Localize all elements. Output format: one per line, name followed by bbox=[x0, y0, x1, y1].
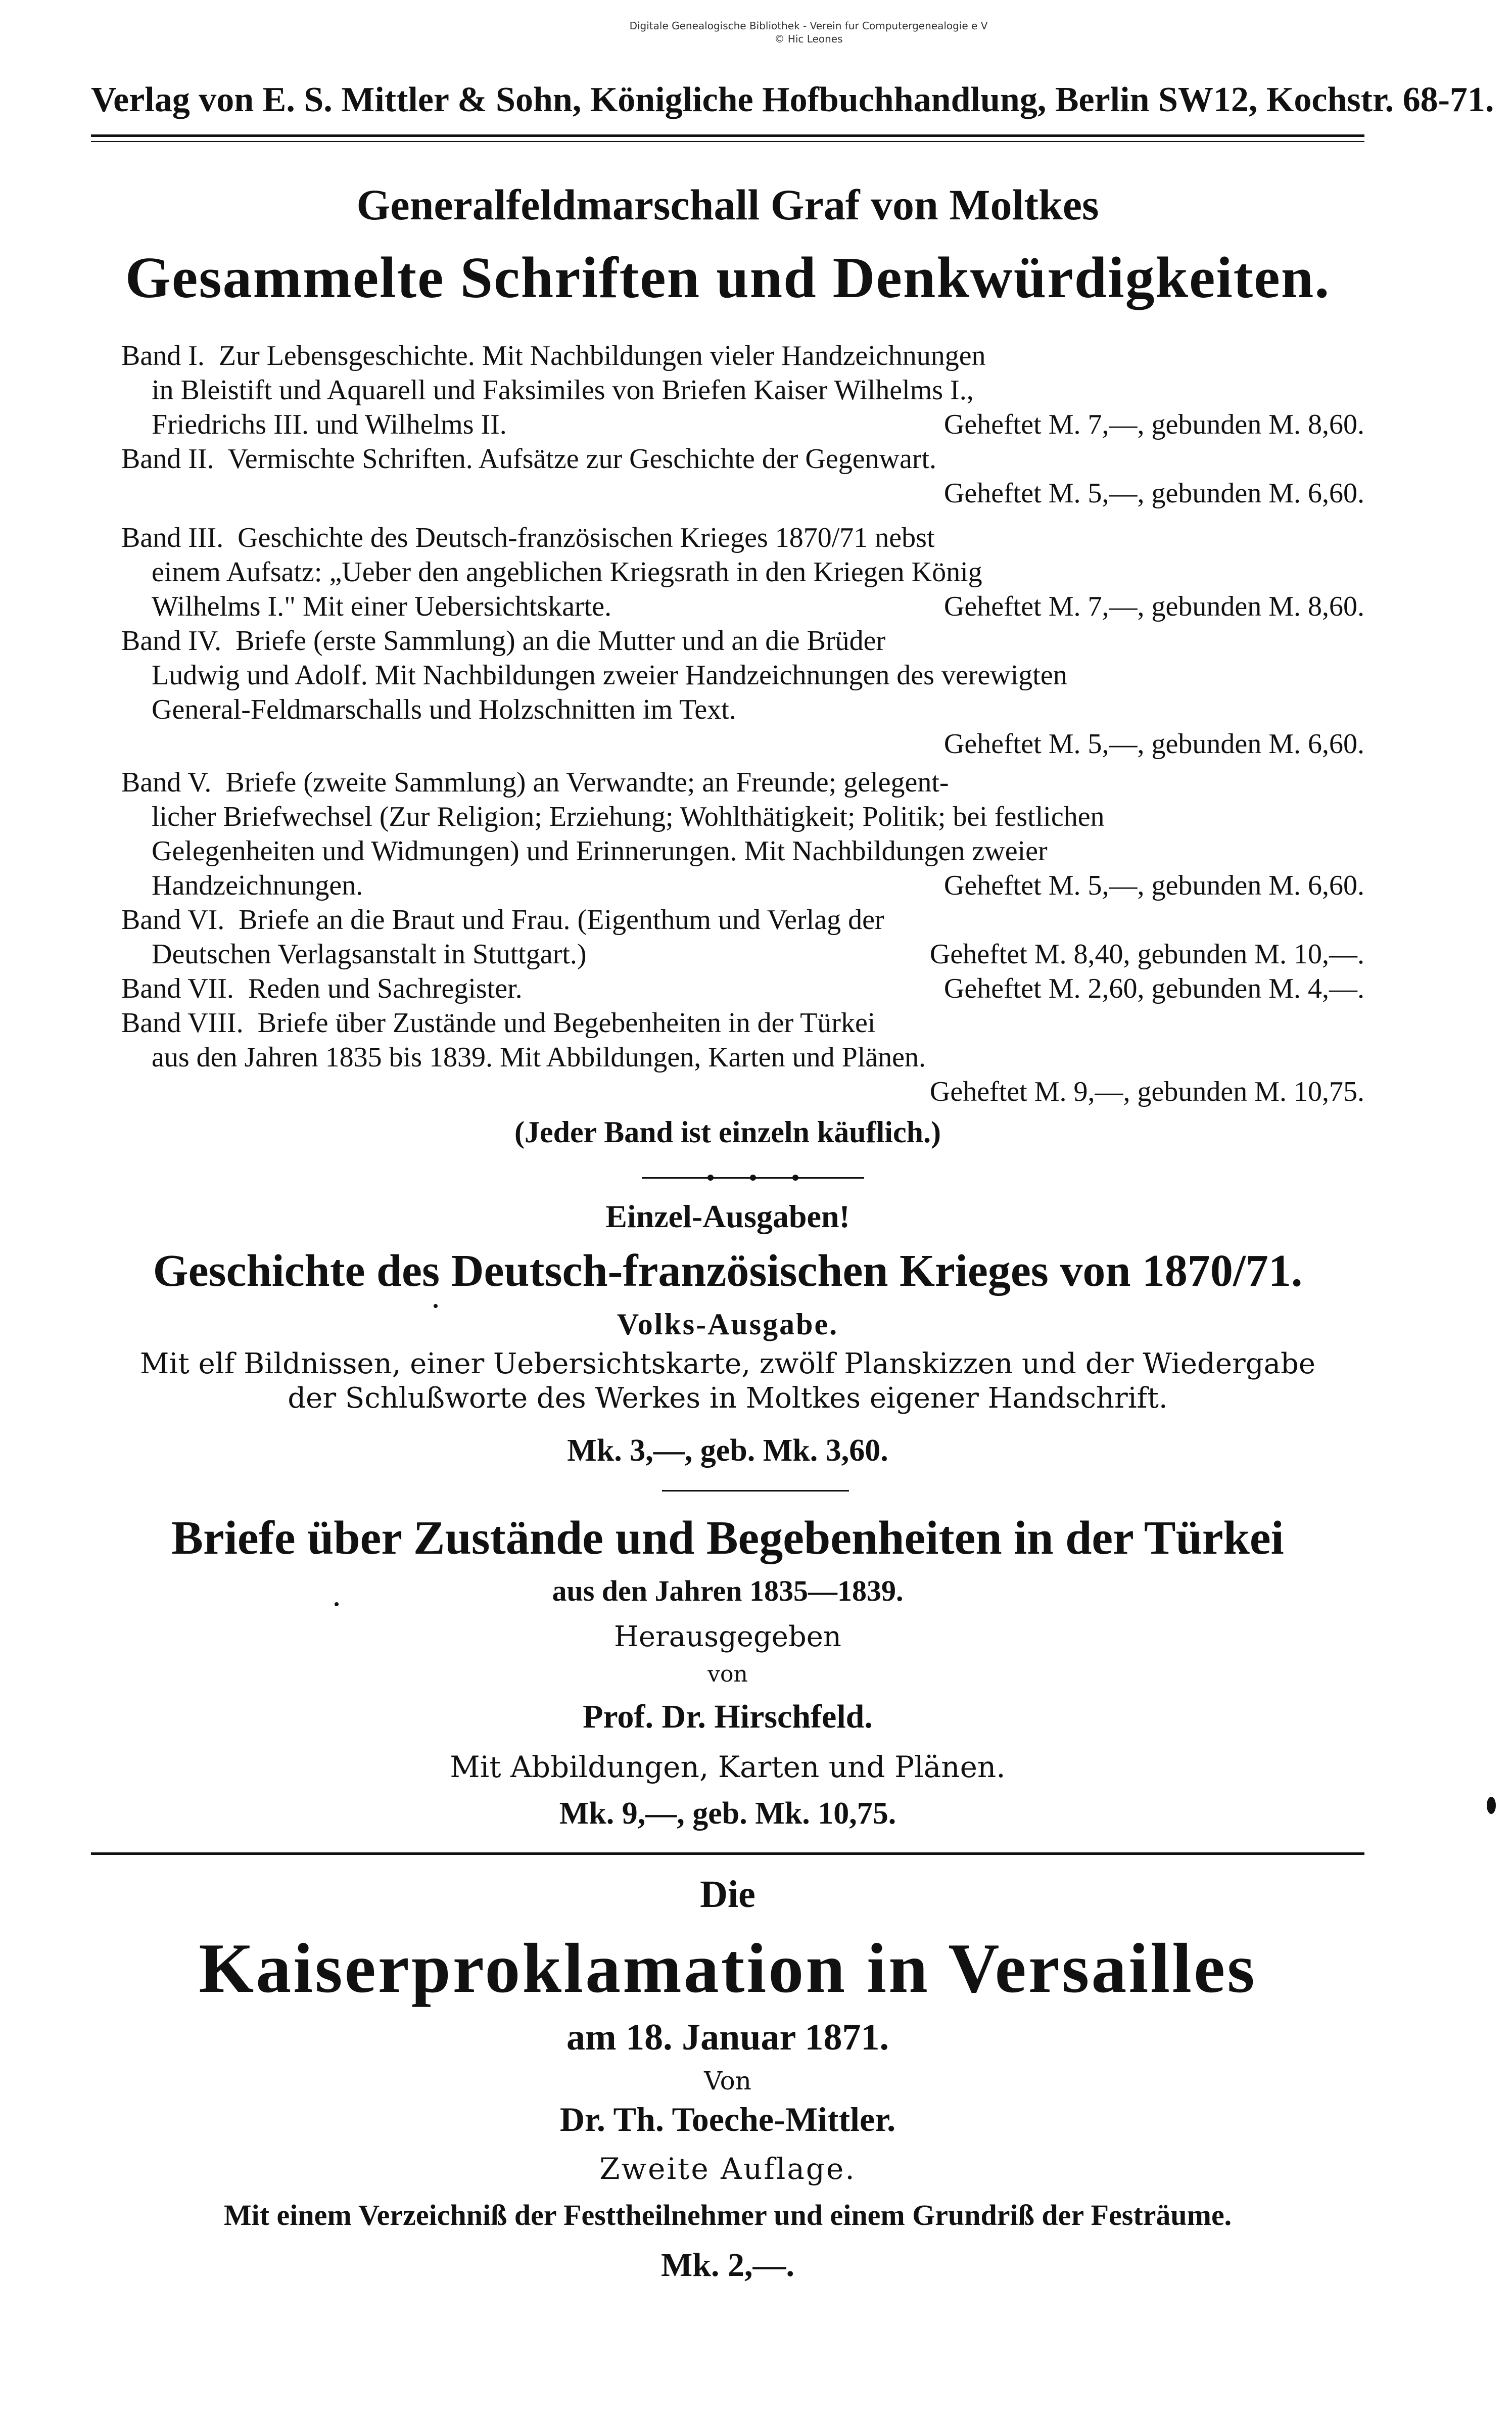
volume-2-price: Geheftet M. 5,—, gebunden M. 6,60. bbox=[943, 478, 1364, 509]
volume-4-line-1: Band IV. Briefe (erste Sammlung) an die Mutter und an die Brüder bbox=[121, 625, 886, 657]
volume-7-price: Geheftet M. 2,60, gebunden M. 4,—. bbox=[943, 973, 1364, 1004]
briefe-price: Mk. 9,—, geb. Mk. 10,75. bbox=[559, 1796, 896, 1831]
kaiser-author: Dr. Th. Toeche-Mittler. bbox=[559, 2100, 896, 2138]
ornament-dot bbox=[792, 1175, 798, 1181]
volume-3-line-3: Wilhelms I." Mit einer Uebersichtskarte. Geheftet M. 7,—, gebunden M. 8,60. bbox=[121, 589, 1364, 624]
section-rule-thick bbox=[91, 1852, 1364, 1855]
volume-5-line-3: Gelegenheiten und Widmungen) und Erinnerungen. Mit Nachbildungen zweier bbox=[152, 835, 1048, 867]
volume-3-label: Band III. bbox=[121, 522, 224, 553]
publisher-header: Verlag von E. S. Mittler & Sohn, Königliche Hofbuchhandlung, Berlin SW12, Kochstr. 68-71. bbox=[91, 80, 1494, 119]
briefe-author: Prof. Dr. Hirschfeld. bbox=[583, 1698, 873, 1735]
moltke-title-line-2: Gesammelte Schriften und Denkwürdigkeiten. bbox=[125, 246, 1331, 310]
volume-5-line-4: Handzeichnungen. Geheftet M. 5,—, gebunden M. 6,60. bbox=[121, 868, 1364, 903]
volume-8-price: Geheftet M. 9,—, gebunden M. 10,75. bbox=[929, 1076, 1364, 1107]
volume-1-label: Band I. bbox=[121, 340, 205, 371]
volume-2-line-1: Band II. Vermischte Schriften. Aufsätze zur Geschichte der Gegenwart. bbox=[121, 443, 937, 475]
watermark bbox=[556, 19, 1061, 45]
moltke-title-line-1: Generalfeldmarschall Graf von Moltkes bbox=[356, 180, 1099, 229]
print-mark bbox=[1487, 1797, 1496, 1814]
volume-8-line-1: Band VIII. Briefe über Zustände und Begebenheiten in der Türkei bbox=[121, 1007, 876, 1039]
volume-8-label: Band VIII. bbox=[121, 1007, 244, 1039]
krieg-title: Geschichte des Deutsch-französischen Krieges von 1870/71. bbox=[153, 1246, 1303, 1296]
volume-7-line-1: Band VII. Reden und Sachregister. Geheftet M. 2,60, gebunden M. 4,—. bbox=[121, 971, 1364, 1006]
volume-4-line-2: Ludwig und Adolf. Mit Nachbildungen zweier Handzeichnungen des verewigten bbox=[152, 660, 1067, 691]
watermark-line-2: © Hic Leones bbox=[774, 33, 843, 45]
volume-1-price: Geheftet M. 7,—, gebunden M. 8,60. bbox=[943, 409, 1364, 440]
volume-3-price: Geheftet M. 7,—, gebunden M. 8,60. bbox=[943, 591, 1364, 622]
volume-note: (Jeder Band ist einzeln käuflich.) bbox=[514, 1115, 941, 1149]
volume-6-line-1: Band VI. Briefe an die Braut und Frau. (Eigenthum und Verlag der bbox=[121, 904, 884, 936]
krieg-description-1: Mit elf Bildnissen, einer Uebersichtskarte, zwölf Planskizzen und der Wiedergabe bbox=[140, 1347, 1315, 1380]
volume-6-label: Band VI. bbox=[121, 904, 225, 936]
volume-4-price: Geheftet M. 5,—, gebunden M. 6,60. bbox=[943, 728, 1364, 760]
volume-8-line-2: aus den Jahren 1835 bis 1839. Mit Abbildungen, Karten und Plänen. bbox=[152, 1042, 926, 1073]
ornament-dot bbox=[707, 1175, 714, 1181]
header-rule-thick bbox=[91, 134, 1364, 137]
volume-1-line-3: Friedrichs III. und Wilhelms II. Geheftet M. 7,—, gebunden M. 8,60. bbox=[121, 407, 1364, 442]
volume-4-line-3: General-Feldmarschalls und Holzschnitten im Text. bbox=[152, 694, 736, 725]
kaiser-title: Kaiserproklamation in Versailles bbox=[199, 1929, 1257, 2008]
volume-5-price: Geheftet M. 5,—, gebunden M. 6,60. bbox=[943, 870, 1364, 901]
header-rule-thin bbox=[91, 141, 1364, 142]
briefe-title: Briefe über Zustände und Begebenheiten in der Türkei bbox=[171, 1512, 1284, 1564]
kaiser-von: Von bbox=[704, 2066, 751, 2095]
kaiser-description: Mit einem Verzeichniß der Festtheilnehmer und einem Grundriß der Festräume. bbox=[223, 2199, 1232, 2231]
briefe-years: aus den Jahren 1835—1839. bbox=[552, 1574, 904, 1607]
volume-4-label: Band IV. bbox=[121, 625, 222, 657]
krieg-description-2: der Schlußworte des Werkes in Moltkes eigener Handschrift. bbox=[288, 1382, 1168, 1415]
watermark-line-1: Digitale Genealogische Bibliothek - Verein fur Computergenealogie e V bbox=[629, 20, 988, 32]
krieg-subtitle: Volks-Ausgabe. bbox=[617, 1308, 839, 1341]
ornament-dot bbox=[750, 1175, 756, 1181]
einzel-heading: Einzel-Ausgaben! bbox=[605, 1198, 850, 1234]
print-speck bbox=[434, 1304, 438, 1308]
section-rule-1 bbox=[662, 1490, 849, 1492]
print-speck bbox=[335, 1602, 339, 1606]
krieg-price: Mk. 3,—, geb. Mk. 3,60. bbox=[567, 1433, 888, 1468]
briefe-editor-label: Herausgegeben bbox=[614, 1620, 841, 1653]
volume-1-line-1: Band I. Zur Lebensgeschichte. Mit Nachbildungen vieler Handzeichnungen bbox=[121, 340, 986, 371]
volume-5-label: Band V. bbox=[121, 767, 212, 798]
volume-3-line-1: Band III. Geschichte des Deutsch-französischen Krieges 1870/71 nebst bbox=[121, 522, 935, 553]
kaiser-edition: Zweite Auflage. bbox=[599, 2152, 856, 2186]
briefe-description: Mit Abbildungen, Karten und Plänen. bbox=[450, 1750, 1006, 1784]
volume-5-line-1: Band V. Briefe (zweite Sammlung) an Verwandte; an Freunde; gelegent- bbox=[121, 767, 949, 798]
kaiser-price: Mk. 2,—. bbox=[661, 2247, 794, 2284]
volume-6-line-2: Deutschen Verlagsanstalt in Stuttgart.) Geheftet M. 8,40, gebunden M. 10,—. bbox=[121, 937, 1364, 971]
kaiser-die: Die bbox=[700, 1873, 755, 1916]
kaiser-date: am 18. Januar 1871. bbox=[566, 2017, 889, 2058]
volume-5-line-2: licher Briefwechsel (Zur Religion; Erziehung; Wohlthätigkeit; Politik; bei festlichen bbox=[152, 801, 1105, 832]
volume-3-line-2: einem Aufsatz: „Ueber den angeblichen Kriegsrath in den Kriegen König bbox=[152, 556, 982, 588]
briefe-von: von bbox=[707, 1661, 748, 1687]
volume-2-label: Band II. bbox=[121, 443, 214, 475]
volume-1-line-2: in Bleistift und Aquarell und Faksimiles von Briefen Kaiser Wilhelms I., bbox=[152, 375, 974, 406]
volume-7-label: Band VII. bbox=[121, 973, 234, 1004]
volume-6-price: Geheftet M. 8,40, gebunden M. 10,—. bbox=[929, 939, 1364, 970]
